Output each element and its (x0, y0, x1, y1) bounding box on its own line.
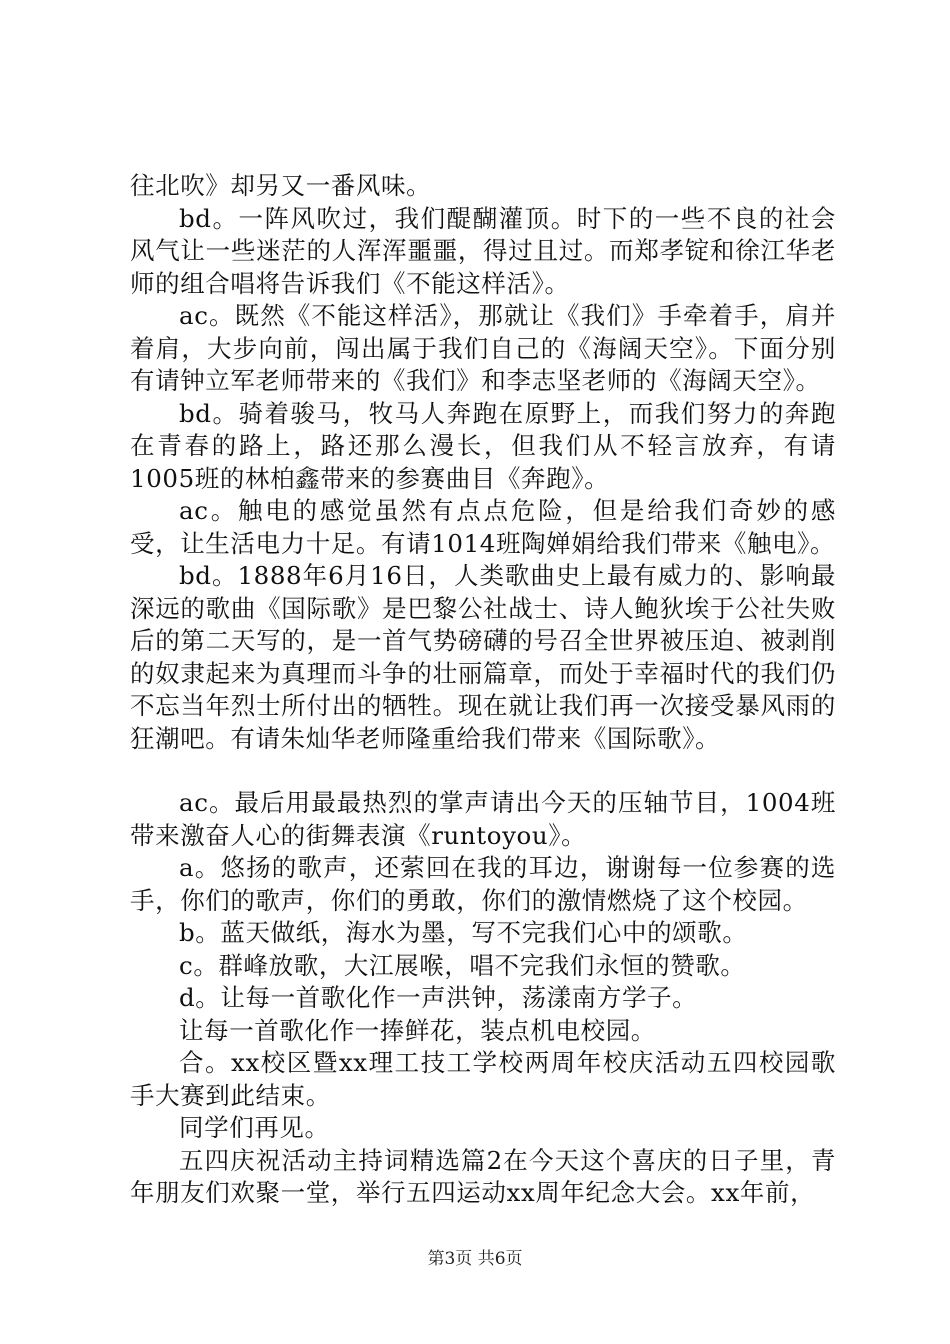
paragraph: a。悠扬的歌声，还萦回在我的耳边，谢谢每一位参赛的选手，你们的歌声，你们的勇敢，你们的激情燃烧了这个校园。 (130, 853, 836, 915)
document-body (130, 170, 836, 1210)
paragraph: 五四庆祝活动主持词精选篇2在今天这个喜庆的日子里，青年朋友们欢聚一堂，举行五四运动xx周年纪念大会。xx年前， (130, 1145, 836, 1207)
paragraph: ac。最后用最最热烈的掌声请出今天的压轴节目，1004班带来激奋人心的街舞表演《runtoyou》。 (130, 788, 836, 850)
paragraph: 同学们再见。 (179, 1113, 330, 1142)
paragraph: 往北吹》却另又一番风味。 (130, 171, 432, 200)
paragraph: bd。骑着骏马，牧马人奔跑在原野上，而我们努力的奔跑在青春的路上，路还那么漫长，但我们从不轻言放弃，有请1005班的林柏鑫带来的参赛曲目《奔跑》。 (130, 398, 836, 493)
paragraph: c。群峰放歌，大江展喉，唱不完我们永恒的赞歌。 (179, 950, 746, 980)
paragraph: 让每一首歌化作一捧鲜花，装点机电校园。 (179, 1015, 656, 1045)
paragraph: b。蓝天做纸，海水为墨，写不完我们心中的颂歌。 (179, 918, 748, 947)
paragraph: ac。触电的感觉虽然有点点危险，但是给我们奇妙的感受，让生活电力十足。有请1014班陶婵娟给我们带来《触电》。 (130, 496, 836, 558)
paragraph: d。让每一首歌化作一声洪钟，荡漾南方学子。 (179, 983, 698, 1012)
paragraph: bd。一阵风吹过，我们醍醐灌顶。时下的一些不良的社会风气让一些迷茫的人浑浑噩噩，得过且过。而郑孝锭和徐江华老师的组合唱将告诉我们《不能这样活》。 (130, 203, 836, 298)
paragraph: bd。1888年6月16日，人类歌曲史上最有威力的、影响最深远的歌曲《国际歌》是巴黎公社战士、诗人鲍狄埃于公社失败后的第二天写的，是一首气势磅礴的号召全世界被压迫、被剥削的奴隶起来为真理而斗争的壮丽篇章，而处于幸福时代的我们仍不忘当年烈士所付出的牺牲。现在就让我们再一次接受暴风雨的狂潮吧。有请朱灿华老师隆重给我们带来《国际歌》。 (130, 561, 836, 753)
paragraph: ac。既然《不能这样活》，那就让《我们》手牵着手，肩并着肩，大步向前，闯出属于我们自己的《海阔天空》。下面分别有请钟立军老师带来的《我们》和李志坚老师的《海阔天空》。 (130, 301, 836, 395)
paragraph: 合。xx校区暨xx理工技工学校两周年校庆活动五四校园歌手大赛到此结束。 (130, 1048, 836, 1110)
page-number-footer: 第3页 共6页 (427, 1249, 523, 1269)
